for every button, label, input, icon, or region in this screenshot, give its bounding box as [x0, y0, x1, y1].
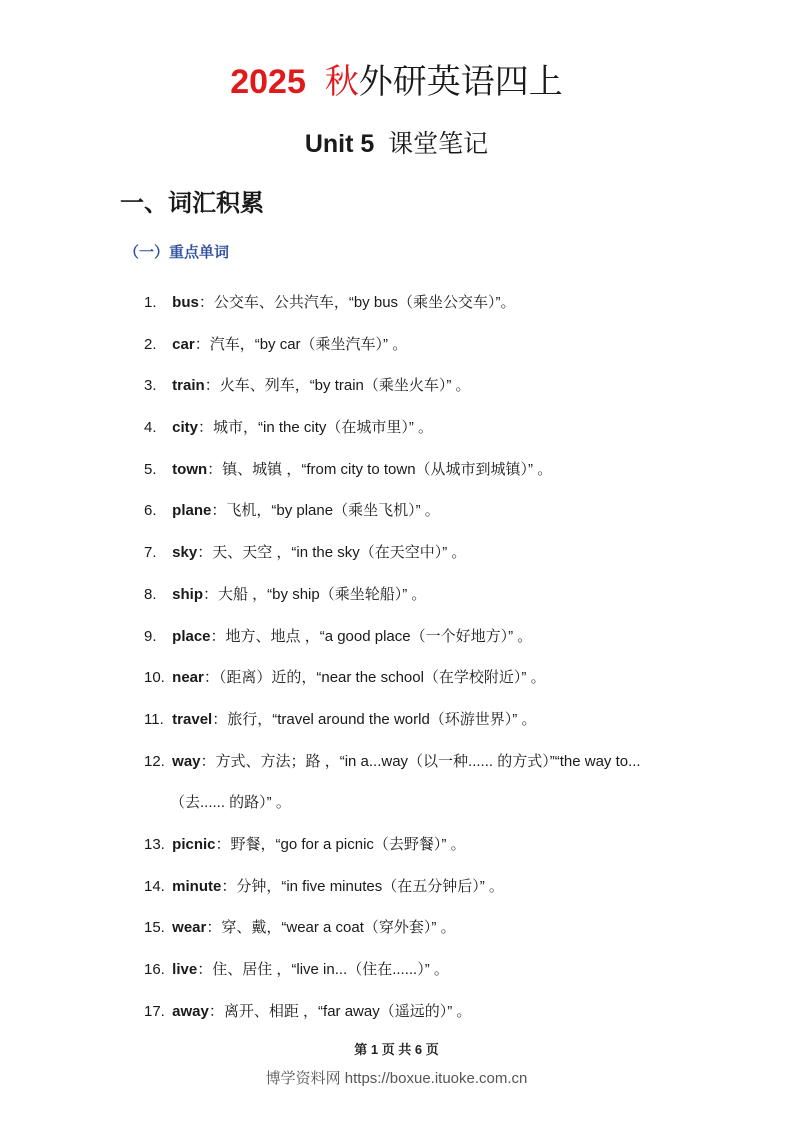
vocab-definition: ：旅行，“travel around the world（环游世界）” 。: [212, 710, 537, 728]
vocab-definition: ：公交车、公共汽车，“by bus（乘坐公交车）”。: [198, 294, 516, 311]
vocab-word: town: [172, 460, 208, 478]
vocab-word: sky: [172, 544, 198, 562]
vocab-definition: ：穿、戴，“wear a coat（穿外套）” 。: [206, 919, 456, 937]
vocab-word: travel: [172, 710, 213, 728]
vocab-item: 8. ship：大船 ，“by ship（乘坐轮船）” 。: [144, 585, 427, 603]
vocab-definition: ：（距离）近的，“near the school（在学校附近）” 。: [203, 669, 546, 687]
vocab-definition: ：离开、相距 ，“far away（遥远的）” 。: [208, 1002, 472, 1020]
vocab-definition: ：城市，“in the city（在城市里）” 。: [198, 419, 434, 437]
document-subtitle: [0, 126, 793, 162]
vocab-item: 12. way：方式、方法；路 ，“in a...way（以一种...... 的方式）”“the way to... （去...... 的路）” 。: [144, 751, 704, 834]
vocab-word: way: [172, 752, 201, 770]
vocab-item: 3. train：火车、列车，“by train（乘坐火车）” 。: [144, 377, 471, 395]
vocab-item: 2. car：汽车，“by car（乘坐汽车）” 。: [144, 335, 408, 353]
vocab-item: 9. place：地方、地点 ，“a good place（一个好地方）” 。: [144, 627, 533, 645]
vocab-item: 14. minute：分钟，“in five minutes（在五分钟后）” 。: [144, 877, 504, 895]
title-year: 2025: [230, 63, 306, 101]
title-rest: 外研英语四上: [358, 63, 563, 101]
vocab-word: near: [172, 669, 204, 687]
vocab-word: bus: [172, 294, 199, 311]
section-subheading: （一）重点单词: [124, 244, 230, 261]
vocab-item: 11. travel：旅行，“travel around the world（环游世界）” 。: [144, 710, 537, 728]
vocab-word: plane: [172, 502, 212, 520]
vocab-item: 7. sky：天、天空 ，“in the sky（在天空中）” 。: [144, 544, 467, 562]
vocab-list: [144, 292, 704, 1042]
vocab-item: 4. city：城市，“in the city（在城市里）” 。: [144, 419, 434, 437]
vocab-word: wear: [172, 919, 207, 937]
vocab-definition: ：火车、列车，“by train（乘坐火车）” 。: [204, 377, 471, 395]
section-heading: 一、词汇积累: [120, 190, 264, 217]
subtitle-unit: Unit 5: [304, 130, 375, 158]
vocab-definition: ：大船 ，“by ship（乘坐轮船）” 。: [203, 585, 427, 603]
page-number: 第 1 页 共 6 页: [354, 1042, 439, 1057]
vocab-definition: ：镇、城镇 ，“from city to town（从城市到城镇）” 。: [207, 460, 553, 478]
vocab-item: 17. away：离开、相距 ，“far away（遥远的）” 。: [144, 1002, 472, 1020]
vocab-definition: ：住、居住 ，“live in...（住在......）” 。: [197, 961, 449, 979]
vocab-word: city: [172, 419, 199, 437]
vocab-word: car: [172, 335, 195, 353]
vocab-definition-continued: （去...... 的路）” 。: [170, 793, 291, 811]
vocab-word: minute: [172, 877, 222, 895]
vocab-definition: ：地方、地点 ，“a good place（一个好地方）” 。: [210, 627, 533, 645]
vocab-word: ship: [172, 585, 204, 603]
vocab-item: 15. wear：穿、戴，“wear a coat（穿外套）” 。: [144, 919, 456, 937]
vocab-word: live: [172, 961, 198, 979]
vocab-definition: ：方式、方法；路 ，“in a...way（以一种...... 的方式）”“the way to...: [200, 752, 641, 770]
vocab-word: train: [172, 377, 205, 395]
vocab-item: 1. bus：公交车、公共汽车，“by bus（乘坐公交车）”。: [144, 294, 516, 311]
vocab-item: 10. near：（距离）近的，“near the school（在学校附近）” 。: [144, 669, 546, 687]
subtitle-label: 课堂笔记: [388, 130, 489, 158]
vocab-definition: ：野餐，“go for a picnic（去野餐）” 。: [215, 835, 466, 853]
vocab-word: away: [172, 1002, 209, 1020]
document-title: [0, 60, 793, 104]
watermark-link: 博学资料网 https://boxue.ituoke.com.cn: [265, 1070, 528, 1087]
vocab-word: picnic: [172, 835, 216, 853]
vocab-definition: ：分钟，“in five minutes（在五分钟后）” 。: [221, 877, 504, 895]
vocab-word: place: [172, 627, 211, 645]
vocab-item: 13. picnic：野餐，“go for a picnic（去野餐）” 。: [144, 835, 466, 853]
vocab-item: 16. live：住、居住 ，“live in...（住在......）” 。: [144, 961, 449, 979]
vocab-definition: ：天、天空 ，“in the sky（在天空中）” 。: [197, 544, 467, 562]
vocab-item: 6. plane：飞机，“by plane（乘坐飞机）” 。: [144, 502, 440, 520]
vocab-definition: ：汽车，“by car（乘坐汽车）” 。: [194, 335, 408, 353]
vocab-definition: ：飞机，“by plane（乘坐飞机）” 。: [211, 502, 440, 520]
title-season: 秋: [324, 63, 359, 101]
vocab-item: 5. town：镇、城镇 ，“from city to town（从城市到城镇）” 。: [144, 460, 553, 478]
